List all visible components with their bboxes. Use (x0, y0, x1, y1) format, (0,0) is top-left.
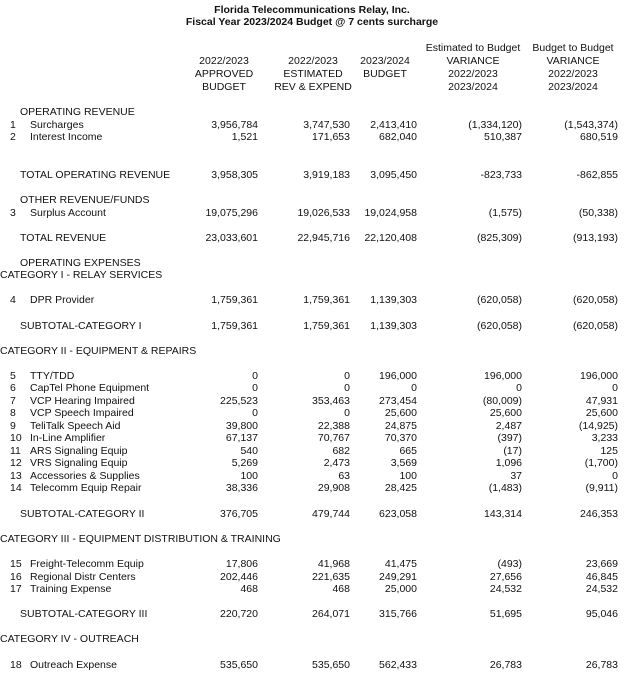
value-cell: 535,650 (312, 659, 350, 671)
value-cell: 2,473 (323, 457, 350, 469)
value-cell: 125 (600, 445, 618, 457)
column-header-line: APPROVED (194, 68, 254, 80)
value-cell: 680,519 (580, 131, 618, 143)
row-number: 15 (10, 558, 22, 570)
document-subtitle: Fiscal Year 2023/2024 Budget @ 7 cents surcharge (185, 16, 439, 28)
row-label: DPR Provider (30, 294, 95, 306)
value-cell: 24,532 (585, 583, 618, 595)
column-header-line: VARIANCE (546, 55, 600, 67)
column-header-line: 2023/2024 (548, 81, 598, 93)
value-cell: 353,463 (312, 395, 350, 407)
value-cell: (17) (503, 445, 522, 457)
total-label: TOTAL REVENUE (20, 232, 107, 244)
value-cell: (1,575) (488, 207, 522, 219)
value-cell: 67,137 (225, 432, 258, 444)
column-header-line: 2023/2024 (448, 81, 498, 93)
value-cell: 1,096 (495, 457, 522, 469)
value-cell: 41,968 (317, 558, 350, 570)
value-cell: 221,635 (312, 571, 350, 583)
value-cell: 0 (252, 370, 258, 382)
value-cell: 143,314 (484, 508, 522, 520)
value-cell: 196,000 (484, 370, 522, 382)
value-cell: 535,650 (220, 659, 258, 671)
value-cell: (620,058) (477, 320, 522, 332)
value-cell: 38,336 (225, 482, 258, 494)
row-number: 6 (10, 382, 16, 394)
value-cell: 220,720 (220, 608, 258, 620)
value-cell: 0 (344, 370, 350, 382)
value-cell: 246,353 (580, 508, 618, 520)
total-label: SUBTOTAL-CATEGORY I (20, 320, 142, 332)
value-cell: (14,925) (578, 420, 618, 432)
column-header-line: BUDGET (202, 81, 246, 93)
value-cell: 19,026,533 (297, 207, 350, 219)
value-cell: 19,075,296 (205, 207, 258, 219)
value-cell: 682,040 (379, 131, 417, 143)
row-number: 12 (10, 457, 22, 469)
section-heading: OPERATING REVENUE (20, 106, 135, 118)
value-cell: 25,600 (585, 407, 618, 419)
value-cell: (397) (497, 432, 522, 444)
row-number: 17 (10, 583, 22, 595)
row-number: 8 (10, 407, 16, 419)
value-cell: -862,855 (576, 169, 618, 181)
value-cell: 27,656 (489, 571, 522, 583)
row-label: Interest Income (30, 131, 103, 143)
row-label: TeliTalk Speech Aid (30, 420, 121, 432)
value-cell: (825,309) (477, 232, 522, 244)
row-number: 7 (10, 395, 16, 407)
row-label: VCP Hearing Impaired (30, 395, 135, 407)
value-cell: 22,945,716 (297, 232, 350, 244)
value-cell: (620,058) (477, 294, 522, 306)
total-label: SUBTOTAL-CATEGORY II (20, 508, 145, 520)
value-cell: (913,193) (573, 232, 618, 244)
row-label: CapTel Phone Equipment (30, 382, 150, 394)
total-label: TOTAL OPERATING REVENUE (20, 169, 171, 181)
row-number: 5 (10, 370, 16, 382)
value-cell: (1,483) (488, 482, 522, 494)
value-cell: 24,532 (489, 583, 522, 595)
value-cell: 100 (399, 470, 417, 482)
value-cell: 3,919,183 (303, 169, 350, 181)
value-cell: 0 (252, 407, 258, 419)
row-number: 14 (10, 482, 22, 494)
value-cell: 376,705 (220, 508, 258, 520)
value-cell: 25,600 (384, 407, 417, 419)
value-cell: (493) (497, 558, 522, 570)
value-cell: 562,433 (379, 659, 417, 671)
value-cell: 264,071 (312, 608, 350, 620)
value-cell: 1,759,361 (211, 320, 258, 332)
row-label: VCP Speech Impaired (30, 407, 134, 419)
value-cell: 23,033,601 (205, 232, 258, 244)
value-cell: 0 (411, 382, 417, 394)
value-cell: 100 (240, 470, 258, 482)
value-cell: 3,095,450 (370, 169, 417, 181)
category-heading: CATEGORY IV - OUTREACH (0, 633, 139, 645)
row-label: ARS Signaling Equip (30, 445, 128, 457)
value-cell: 1,139,303 (370, 294, 417, 306)
value-cell: 51,695 (489, 608, 522, 620)
column-header-line: 2022/2023 (548, 68, 598, 80)
value-cell: (9,911) (585, 482, 618, 494)
value-cell: (1,543,374) (564, 119, 618, 131)
value-cell: 23,669 (585, 558, 618, 570)
column-header-line: 2023/2024 (360, 55, 410, 67)
value-cell: 1,759,361 (303, 294, 350, 306)
column-header-line: REV & EXPEND (274, 81, 352, 93)
value-cell: 0 (516, 382, 522, 394)
row-number: 9 (10, 420, 16, 432)
value-cell: 17,806 (225, 558, 258, 570)
row-number: 10 (10, 432, 22, 444)
value-cell: (80,009) (482, 395, 522, 407)
value-cell: 5,269 (231, 457, 258, 469)
row-number: 4 (10, 294, 16, 306)
row-label: Outreach Expense (30, 659, 117, 671)
value-cell: 0 (252, 382, 258, 394)
row-label: VRS Signaling Equip (30, 457, 128, 469)
value-cell: 25,000 (384, 583, 417, 595)
value-cell: (1,700) (584, 457, 618, 469)
value-cell: 171,653 (312, 131, 350, 143)
value-cell: 29,908 (317, 482, 350, 494)
value-cell: (620,058) (573, 294, 618, 306)
value-cell: 2,413,410 (370, 119, 417, 131)
value-cell: 468 (332, 583, 350, 595)
value-cell: 1,759,361 (303, 320, 350, 332)
value-cell: 37 (510, 470, 522, 482)
value-cell: 479,744 (312, 508, 350, 520)
document-title: Florida Telecommunications Relay, Inc. (214, 4, 410, 16)
column-header-line: VARIANCE (446, 55, 500, 67)
value-cell: -823,733 (480, 169, 522, 181)
value-cell: 196,000 (580, 370, 618, 382)
column-header-line: 2022/2023 (199, 55, 249, 67)
column-header-line: Budget to Budget (532, 42, 614, 54)
row-number: 18 (10, 659, 22, 671)
value-cell: 249,291 (379, 571, 417, 583)
value-cell: 3,956,784 (211, 119, 258, 131)
total-label: SUBTOTAL-CATEGORY III (20, 608, 148, 620)
row-label: Training Expense (30, 583, 112, 595)
value-cell: 70,767 (317, 432, 350, 444)
section-heading: OTHER REVENUE/FUNDS (20, 194, 150, 206)
value-cell: 1,139,303 (370, 320, 417, 332)
value-cell: 540 (240, 445, 258, 457)
value-cell: (1,334,120) (468, 119, 522, 131)
value-cell: 0 (344, 407, 350, 419)
value-cell: 19,024,958 (364, 207, 417, 219)
row-number: 11 (10, 445, 21, 457)
row-label: Accessories & Supplies (30, 470, 140, 482)
value-cell: 273,454 (379, 395, 417, 407)
value-cell: 24,875 (384, 420, 417, 432)
row-number: 13 (10, 470, 22, 482)
value-cell: 39,800 (225, 420, 258, 432)
value-cell: 26,783 (489, 659, 522, 671)
value-cell: 3,747,530 (303, 119, 350, 131)
row-label: Surplus Account (30, 207, 106, 219)
column-header-line: ESTIMATED (283, 68, 343, 80)
column-header-line: Estimated to Budget (425, 42, 521, 54)
value-cell: 0 (344, 382, 350, 394)
value-cell: 510,387 (484, 131, 522, 143)
row-label: Regional Distr Centers (30, 571, 136, 583)
value-cell: 196,000 (379, 370, 417, 382)
value-cell: 315,766 (379, 608, 417, 620)
value-cell: (620,058) (573, 320, 618, 332)
value-cell: 3,958,305 (211, 169, 258, 181)
column-header-line: BUDGET (363, 68, 407, 80)
value-cell: 70,370 (384, 432, 417, 444)
value-cell: 623,058 (379, 508, 417, 520)
row-number: 3 (10, 207, 16, 219)
value-cell: 22,120,408 (364, 232, 417, 244)
row-label: In-Line Amplifier (30, 432, 106, 444)
value-cell: 95,046 (585, 608, 618, 620)
value-cell: 682 (332, 445, 350, 457)
row-label: Freight-Telecomm Equip (30, 558, 144, 570)
value-cell: 3,233 (591, 432, 618, 444)
value-cell: 47,931 (585, 395, 618, 407)
value-cell: 63 (338, 470, 350, 482)
value-cell: 22,388 (317, 420, 350, 432)
value-cell: 665 (399, 445, 417, 457)
row-number: 2 (10, 131, 16, 143)
value-cell: 0 (612, 470, 618, 482)
row-label: TTY/TDD (30, 370, 75, 382)
value-cell: 28,425 (384, 482, 417, 494)
value-cell: 25,600 (489, 407, 522, 419)
value-cell: 1,521 (231, 131, 258, 143)
column-header-line: 2022/2023 (288, 55, 338, 67)
value-cell: 2,487 (495, 420, 522, 432)
row-label: Telecomm Equip Repair (30, 482, 142, 494)
value-cell: 46,845 (585, 571, 618, 583)
value-cell: 26,783 (585, 659, 618, 671)
row-number: 16 (10, 571, 22, 583)
value-cell: 225,523 (220, 395, 258, 407)
value-cell: (50,338) (578, 207, 618, 219)
value-cell: 3,569 (390, 457, 417, 469)
row-number: 1 (10, 119, 16, 131)
column-header-line: 2022/2023 (448, 68, 498, 80)
value-cell: 202,446 (220, 571, 258, 583)
value-cell: 0 (612, 382, 618, 394)
section-heading: OPERATING EXPENSES (20, 257, 141, 269)
row-label: Surcharges (30, 119, 84, 131)
category-heading: CATEGORY II - EQUIPMENT & REPAIRS (0, 345, 197, 357)
value-cell: 468 (240, 583, 258, 595)
value-cell: 41,475 (384, 558, 417, 570)
category-heading: CATEGORY III - EQUIPMENT DISTRIBUTION & TRAINING (0, 533, 281, 545)
category-heading: CATEGORY I - RELAY SERVICES (0, 269, 163, 281)
value-cell: 1,759,361 (211, 294, 258, 306)
